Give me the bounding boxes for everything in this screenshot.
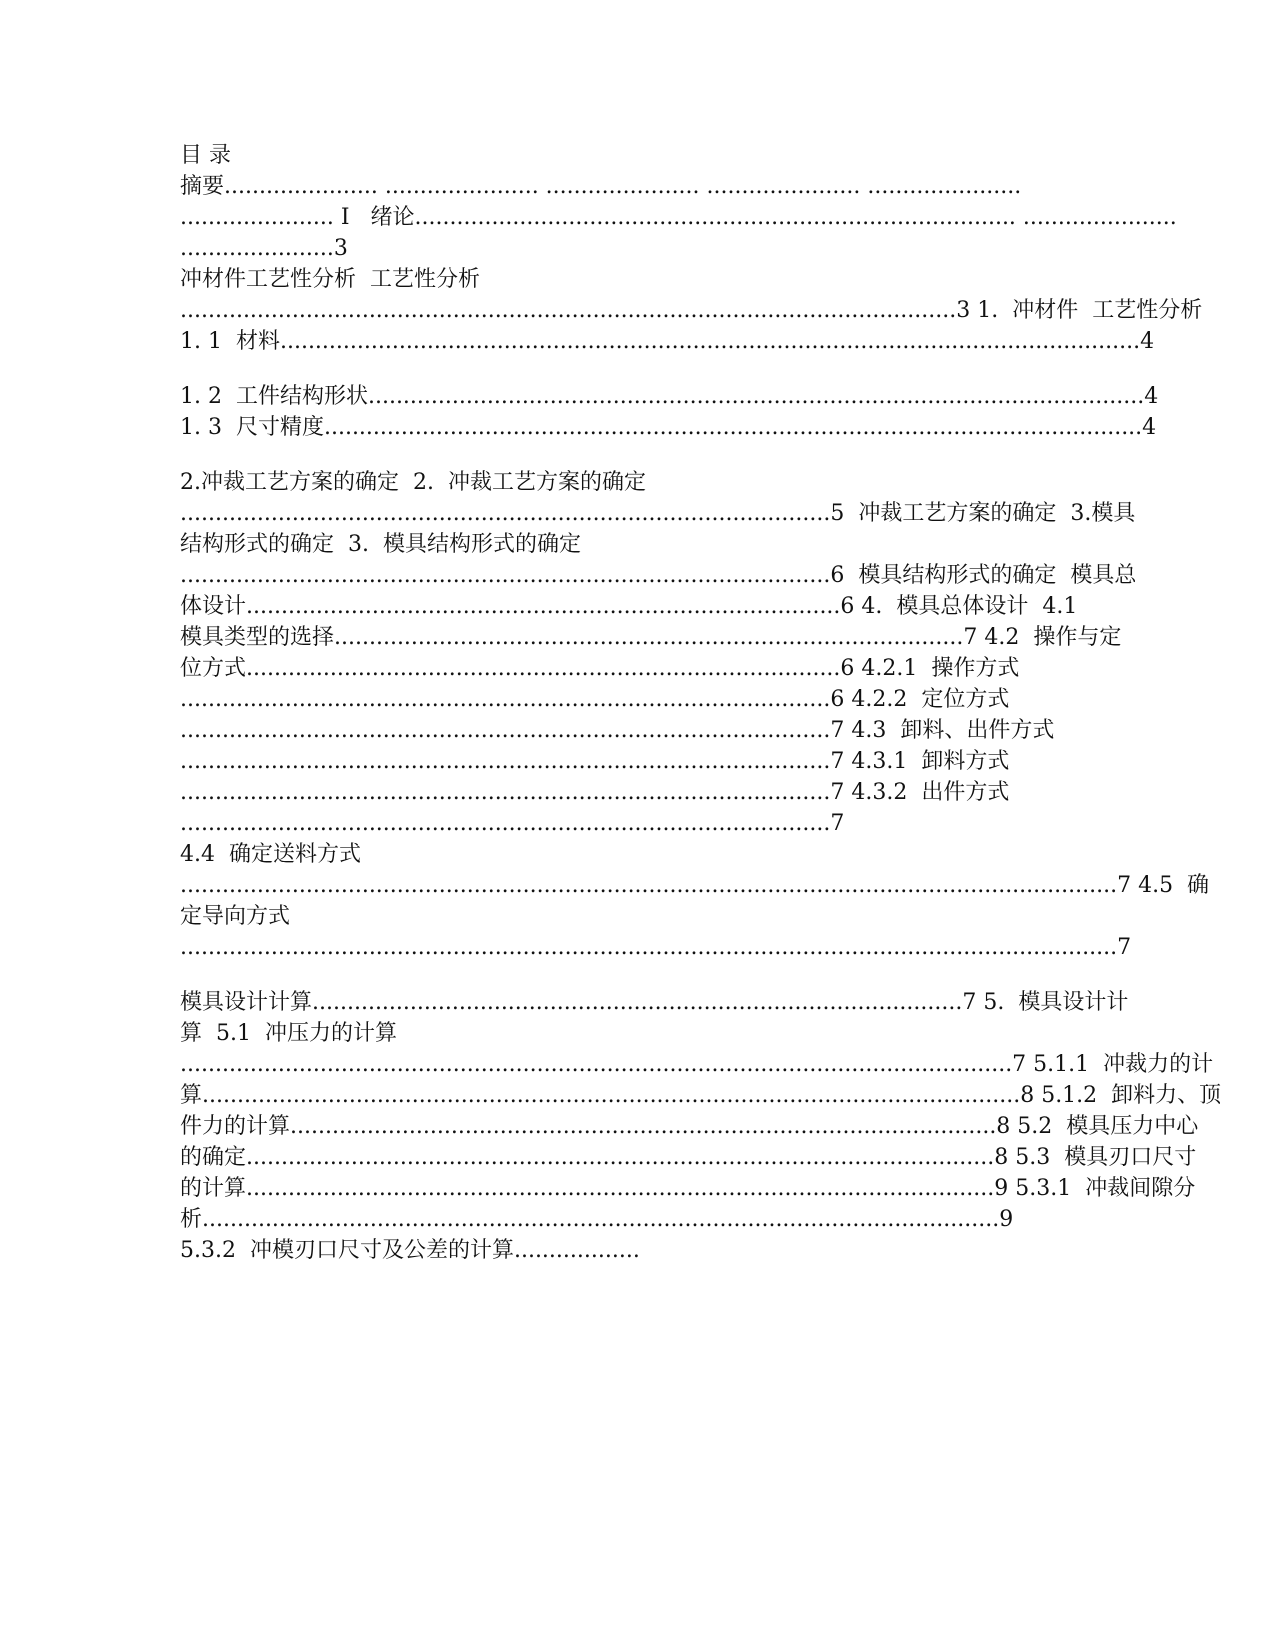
toc-title: 目 录: [180, 143, 231, 168]
toc-line: .............................................................................................5 冲裁工艺方案的确定 3.模具: [180, 501, 1136, 526]
toc-line: ......................................................................................................................................7: [180, 935, 1132, 960]
toc-line: 算 5.1 冲压力的计算: [180, 1021, 397, 1046]
toc-line: 模具类型的选择..........................................................................................7 4.2 操作与定: [180, 625, 1122, 650]
toc-line: 2.冲裁工艺方案的确定 2. 冲裁工艺方案的确定: [180, 470, 646, 495]
toc-line: .............................................................................................7 4.3.2 出件方式: [180, 780, 1010, 805]
toc-line: ...................... I 绪论...................................................................................... ......................: [180, 205, 1177, 230]
toc-line: .............................................................................................6 模具结构形式的确定 模具总: [180, 563, 1137, 588]
toc-line: ......................................................................................................................................7 4.5 确: [180, 873, 1210, 898]
toc-line: ......................3: [180, 236, 348, 261]
blank-line: [180, 443, 1050, 467]
toc-line: 定导向方式: [180, 904, 291, 929]
toc-line: .............................................................................................7: [180, 811, 845, 836]
toc-line: 5.3.2 冲模刃口尺寸及公差的计算..................: [180, 1238, 640, 1263]
toc-line: 1. 2 工件结构形状...............................................................................................................4: [180, 384, 1159, 409]
toc-line: .......................................................................................................................7 5.1.1 冲裁力的计: [180, 1052, 1214, 1077]
toc-line: 冲材件工艺性分析 工艺性分析: [180, 267, 480, 292]
blank-line: [180, 357, 1050, 381]
toc-line: 结构形式的确定 3. 模具结构形式的确定: [180, 532, 581, 557]
blank-line: [180, 963, 1050, 987]
toc-line: 1. 3 尺寸精度.....................................................................................................................4: [180, 415, 1157, 440]
toc-line: 体设计.....................................................................................6 4. 模具总体设计 4.1: [180, 594, 1078, 619]
toc-line: 算.....................................................................................................................8 5.1.2 卸料力、顶: [180, 1083, 1222, 1108]
toc-line: 位方式.....................................................................................6 4.2.1 操作方式: [180, 656, 1020, 681]
toc-line: 析..................................................................................................................9: [180, 1207, 1014, 1232]
toc-line: 1. 1 材料...........................................................................................................................4: [180, 329, 1155, 354]
toc-line: 件力的计算.....................................................................................................8 5.2 模具压力中心: [180, 1114, 1199, 1139]
toc-line: ...............................................................................................................3 1. 冲材件 工艺性分析: [180, 298, 1203, 323]
toc-line: .............................................................................................6 4.2.2 定位方式: [180, 687, 1010, 712]
toc-line: 4.4 确定送料方式: [180, 842, 361, 867]
toc-line: 摘要...................... ...................... ...................... ...................... ......................: [180, 174, 1022, 199]
toc-line: .............................................................................................7 4.3 卸料、出件方式: [180, 718, 1055, 743]
table-of-contents: [180, 140, 1222, 1266]
toc-line: 的计算...........................................................................................................9 5.3.1 冲裁间隙分: [180, 1176, 1196, 1201]
toc-line: 模具设计计算.............................................................................................7 5. 模具设计计: [180, 990, 1129, 1015]
toc-line: .............................................................................................7 4.3.1 卸料方式: [180, 749, 1010, 774]
toc-line: 的确定...........................................................................................................8 5.3 模具刃口尺寸: [180, 1145, 1197, 1170]
